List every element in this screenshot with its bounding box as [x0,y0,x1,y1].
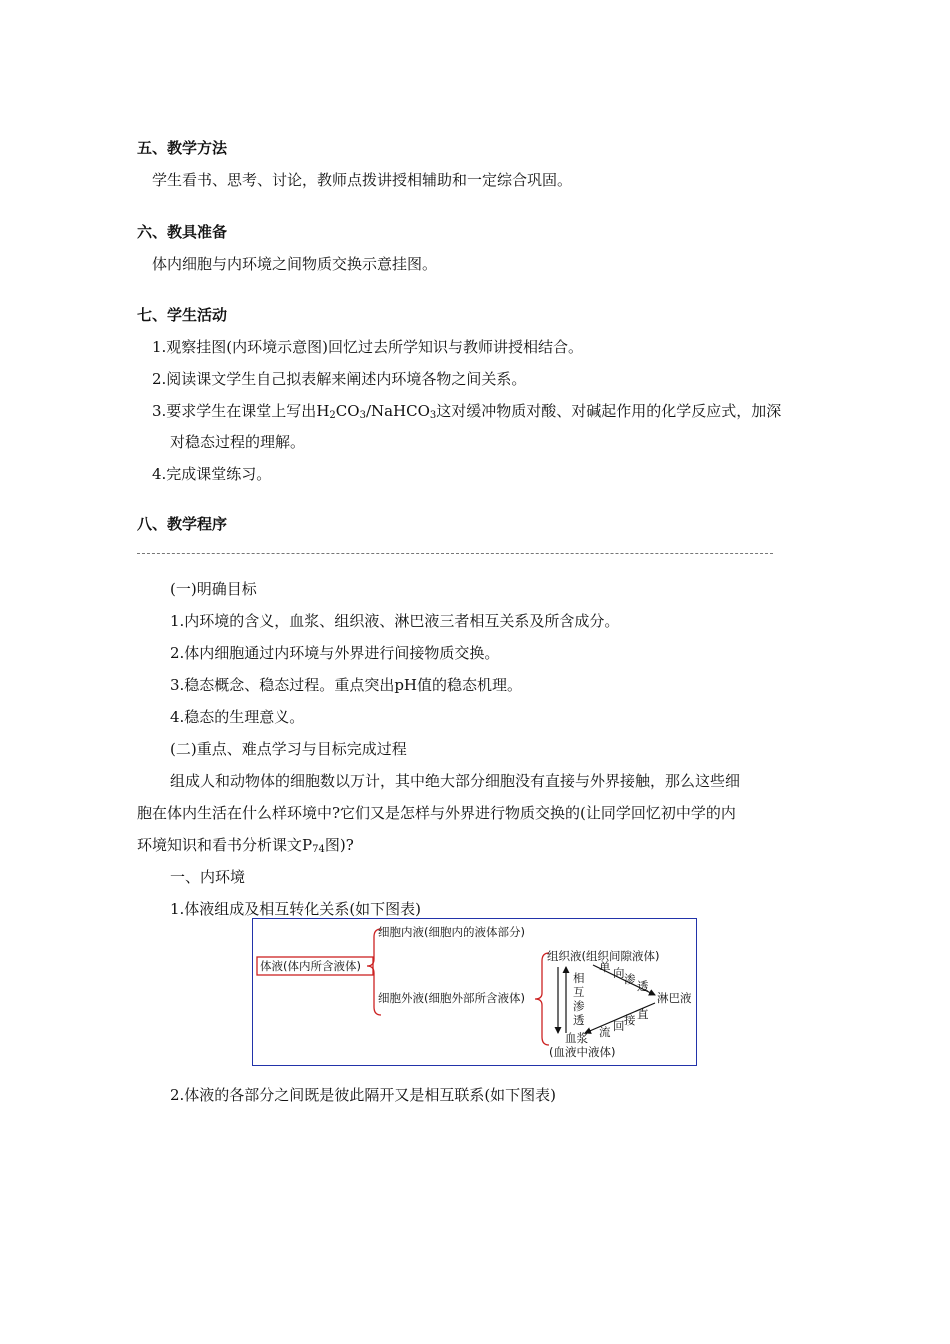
mutual-osmosis-char: 互 [573,985,585,999]
activity-item-1: 1.观察挂图(内环境示意图)回忆过去所学知识与教师讲授相结合。 [152,338,584,356]
direct-return-char: 直 [637,1007,649,1021]
activity-item-4: 4.完成课堂练习。 [152,465,272,483]
one-way-osmosis-char: 向 [613,966,625,980]
extracellular-label: 细胞外液(细胞外部所含液体) [378,991,525,1005]
body-fluid-diagram [252,918,697,1066]
tissue-fluid-label: 组织液(组织间隙液体) [547,949,660,963]
dashed-divider [137,553,773,554]
goal-item-1: 1.内环境的含义，血浆、组织液、淋巴液三者相互关系及所含成分。 [170,612,620,630]
activity-item-3-continued: 对稳态过程的理解。 [170,433,306,451]
plasma-note-label: (血液中液体) [549,1045,616,1059]
section-7-heading: 七、学生活动 [137,306,228,324]
intracellular-label: 细胞内液(细胞内的液体部分) [378,925,525,939]
one-way-osmosis-char: 渗 [624,972,636,986]
section-8-heading: 八、教学程序 [137,515,228,533]
one-way-osmosis-char: 单 [599,960,611,974]
direct-return-char: 流 [599,1025,611,1039]
lymph-label: 淋巴液 [657,991,692,1005]
root-label: 体液(体内所含液体) [260,959,361,973]
goal-item-4: 4.稳态的生理意义。 [170,708,305,726]
direct-return-char: 接 [624,1013,636,1027]
direct-return-char: 回 [613,1019,625,1033]
sub-heading-internal-environment: 一、内环境 [170,868,246,886]
mutual-osmosis-char: 相 [573,971,585,985]
body-fluid-item-2: 2.体液的各部分之间既是彼此隔开又是相互联系(如下图表) [170,1086,557,1104]
goal-item-3: 3.稳态概念、稳态过程。重点突出pH值的稳态机理。 [170,676,522,694]
one-way-osmosis-char: 透 [637,979,649,993]
goal-title: (一)明确目标 [170,580,257,598]
goal-item-2: 2.体内细胞通过内环境与外界进行间接物质交换。 [170,644,500,662]
paragraph-line-1: 组成人和动物体的细胞数以万计，其中绝大部分细胞没有直接与外界接触，那么这些细 [170,772,741,790]
body-fluid-item-1: 1.体液组成及相互转化关系(如下图表) [170,900,422,918]
section-6-text: 体内细胞与内环境之间物质交换示意挂图。 [152,255,438,273]
section-6-heading: 六、教具准备 [137,223,228,241]
paragraph-line-2: 胞在体内生活在什么样环境中?它们又是怎样与外界进行物质交换的(让同学回忆初中学的内 [137,804,736,822]
process-title: (二)重点、难点学习与目标完成过程 [170,740,407,758]
extracellular-brace [535,953,549,1045]
paragraph-line-3: 环境知识和看书分析课文$P_{74}$图)? [137,836,354,855]
activity-item-2: 2.阅读课文学生自己拟表解来阐述内环境各物之间关系。 [152,370,527,388]
section-5-text: 学生看书、思考、讨论，教师点拨讲授相辅助和一定综合巩固。 [152,171,573,189]
activity-item-3: 3.要求学生在课堂上写出$H_2CO_3/NaHCO_3$这对缓冲物质对酸、对碱起作用的化学反应式，加深 [152,402,782,421]
section-5-heading: 五、教学方法 [137,139,228,157]
mutual-osmosis-char: 渗 [573,999,585,1013]
plasma-label: 血浆 [565,1031,588,1045]
mutual-osmosis-char: 透 [573,1013,585,1027]
